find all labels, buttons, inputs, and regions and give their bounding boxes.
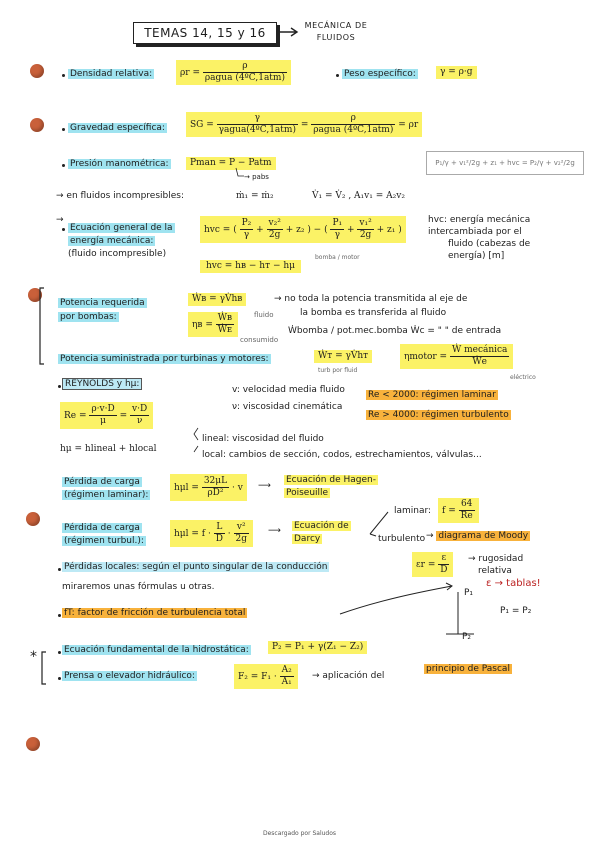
result-darcy: Ecuación de Darcy [294,521,349,544]
note-electrico: eléctrico [510,374,536,381]
note-bomba-motor: bomba / motor [315,254,360,261]
label-factor-friccion: fT: factor de fricción de turbulencia total [64,608,246,618]
desc-local: local: cambios de sección, codos, estrechamientos, válvulas... [202,450,482,460]
text-no-toda: → no toda la potencia transmitida al eje de [274,294,468,304]
reynolds-turbulento: Re > 4000: régimen turbulento [368,410,509,420]
label-densidad: Densidad relativa: [70,69,153,79]
formula-prensa: F₂ = F₁ · $\frac{\text{A₂}}{\text{A₁}}$ [234,664,298,689]
label-perdida-laminar: Pérdida de carga (régimen laminar): [64,477,149,500]
formula-hidrostatica: P₂ = P₁ + γ(Z₁ − Z₂) [268,641,367,654]
label-presion-manometrica: Presión manométrica: [70,159,169,169]
desc-velocidad: v: velocidad media fluido [232,385,345,395]
text-formulas: miraremos unas fórmulas u otras. [62,582,215,592]
arrow-hagen: ⟶ [258,481,271,491]
formula-peso-especifico: γ = ρ·g [436,66,477,79]
result-hagen: Ecuación de Hagen- Poiseuille [286,475,376,498]
label-perdida-turbulento: Pérdida de carga (régimen turbul.): [64,523,144,546]
note-turb: turb por fluid [318,367,358,374]
arrow-incompresibles: → en fluidos incompresibles: [56,191,184,201]
formula-masa: ṁ₁ = ṁ₂ [236,191,274,201]
label-turbulento: turbulento [378,534,426,544]
label-peso-especifico: Peso específico: [344,69,416,79]
label-incompresibles: en fluidos incompresibles: [66,191,184,201]
formula-f-laminar: f = $\frac{64}{Re}$ [438,498,479,523]
note-fluido: fluido [254,311,274,319]
formula-darcy: hμl = f · $\frac{L}{D}$ · $\frac{\text{v²}}{2g}$ [170,520,253,547]
label-p2: P₂ [462,632,472,642]
label-laminar: laminar: [394,506,432,516]
star-mark: * [30,649,37,665]
formula-hvc: hvc = hʙ − hᴛ − hμ [200,260,301,273]
label-reynolds: REYNOLDS y hμ: [62,379,142,390]
footer-text: Descargado por Saludos [262,830,337,837]
formula-potencia-turbina: Ẇᴛ = γV̇hᴛ [314,350,372,363]
formula-hmu: hμ = hlineal + hlocal [60,444,157,454]
note-pabs: → pabs [244,173,269,181]
text-perdidas-locales: Pérdidas locales: según el punto singular de la conducción [64,562,328,572]
desc-hvc: hvc: energía mecánica intercambiada por el fluido (cabezas de energía) [m] [428,215,531,261]
label-pascal: principio de Pascal [426,664,510,674]
formula-eta-motor: ηmotor = $\frac{\text{Ẇ mecánica}}{\text{Ẇe}}$ [400,344,513,369]
side-bernoulli-box: P₁/γ + v₁²/2g + z₁ + hvc = P₂/γ + v₂²/2g [426,151,584,175]
formula-rugosidad: εr = $\frac{\varepsilon}{D}$ [412,552,453,577]
text-bomba-entrada: Ẇbomba / pot.mec.bomba Ẇc = " " de entrada [288,326,502,336]
text-aplicacion: → aplicación del [312,671,385,681]
text-transferida: la bomba es transferida al fluido [300,308,447,318]
formula-gravedad: SG = $\frac{\gamma}{\text{γagua(4ºC,1atm)}}$ = $\frac{\rho}{\text{ρagua (4ºC,1atm)}}$ = ρr [186,112,422,137]
note-consumido: consumido [240,336,279,344]
formula-densidad: ρr = $\frac{\rho}{\text{ρagua (4ºC,1atm)}}$ [176,60,291,85]
label-gravedad: Gravedad específica: [70,123,165,133]
label-hidrostatica: Ecuación fundamental de la hidrostática: [64,645,249,655]
desc-viscosidad: ν: viscosidad cinemática [232,402,343,412]
arrow-darcy: ⟶ [268,526,281,536]
arrow-ecuacion-general: → [56,215,64,225]
formula-hagen: hμl = $\frac{32\mu L}{\text{ρD²}}$ · v [170,474,247,501]
reynolds-laminar: Re < 2000: régimen laminar [368,390,496,400]
formula-ecuacion-general: hvc = ( $\frac{\text{P₂}}{\gamma}$ + $\frac{\text{v₂²}}{2g}$ + z₂ ) − ( $\frac{\text{P₁}}{\gamma}$ + $\frac{\text{v₁²}}{2g}$ + z₁ ) [200,216,406,243]
page-title: TEMAS 14, 15 y 16 [133,22,277,44]
note-tablas: ε → tablas! [486,578,541,589]
formula-caudal: V̇₁ = V̇₂ , A₁v₁ = A₂v₂ [312,191,405,201]
label-p1: P₁ [464,588,474,598]
formula-eta-bomba: ηʙ = $\frac{\text{Ẇʙ}}{\text{Ẇᴇ}}$ [188,312,238,337]
label-potencia-turbinas: Potencia suministrada por turbinas y motores: [60,354,269,364]
desc-lineal: lineal: viscosidad del fluido [202,434,324,444]
label-prensa: Prensa o elevador hidráulico: [64,671,195,681]
label-p1-eq-p2: P₁ = P₂ [500,606,532,616]
formula-reynolds: Re = $\frac{\rho\cdot v\cdot D}{\mu}$ = $\frac{v\cdot D}{\nu}$ [60,402,153,429]
desc-rugosidad: → rugosidad relativa [468,554,524,576]
label-ecuacion-general: Ecuación general de la energía mecánica: (fluido incompresible) [68,223,173,259]
label-potencia-bombas: Potencia requerida por bombas: [60,298,145,322]
result-moody: → diagrama de Moody [426,531,529,541]
page-subtitle: MECÁNICA DE FLUIDOS [304,21,368,42]
formula-presion-manometrica: Pman = P − Patm [186,157,276,170]
formula-potencia-bomba: Ẇʙ = γV̇hʙ [188,293,246,306]
